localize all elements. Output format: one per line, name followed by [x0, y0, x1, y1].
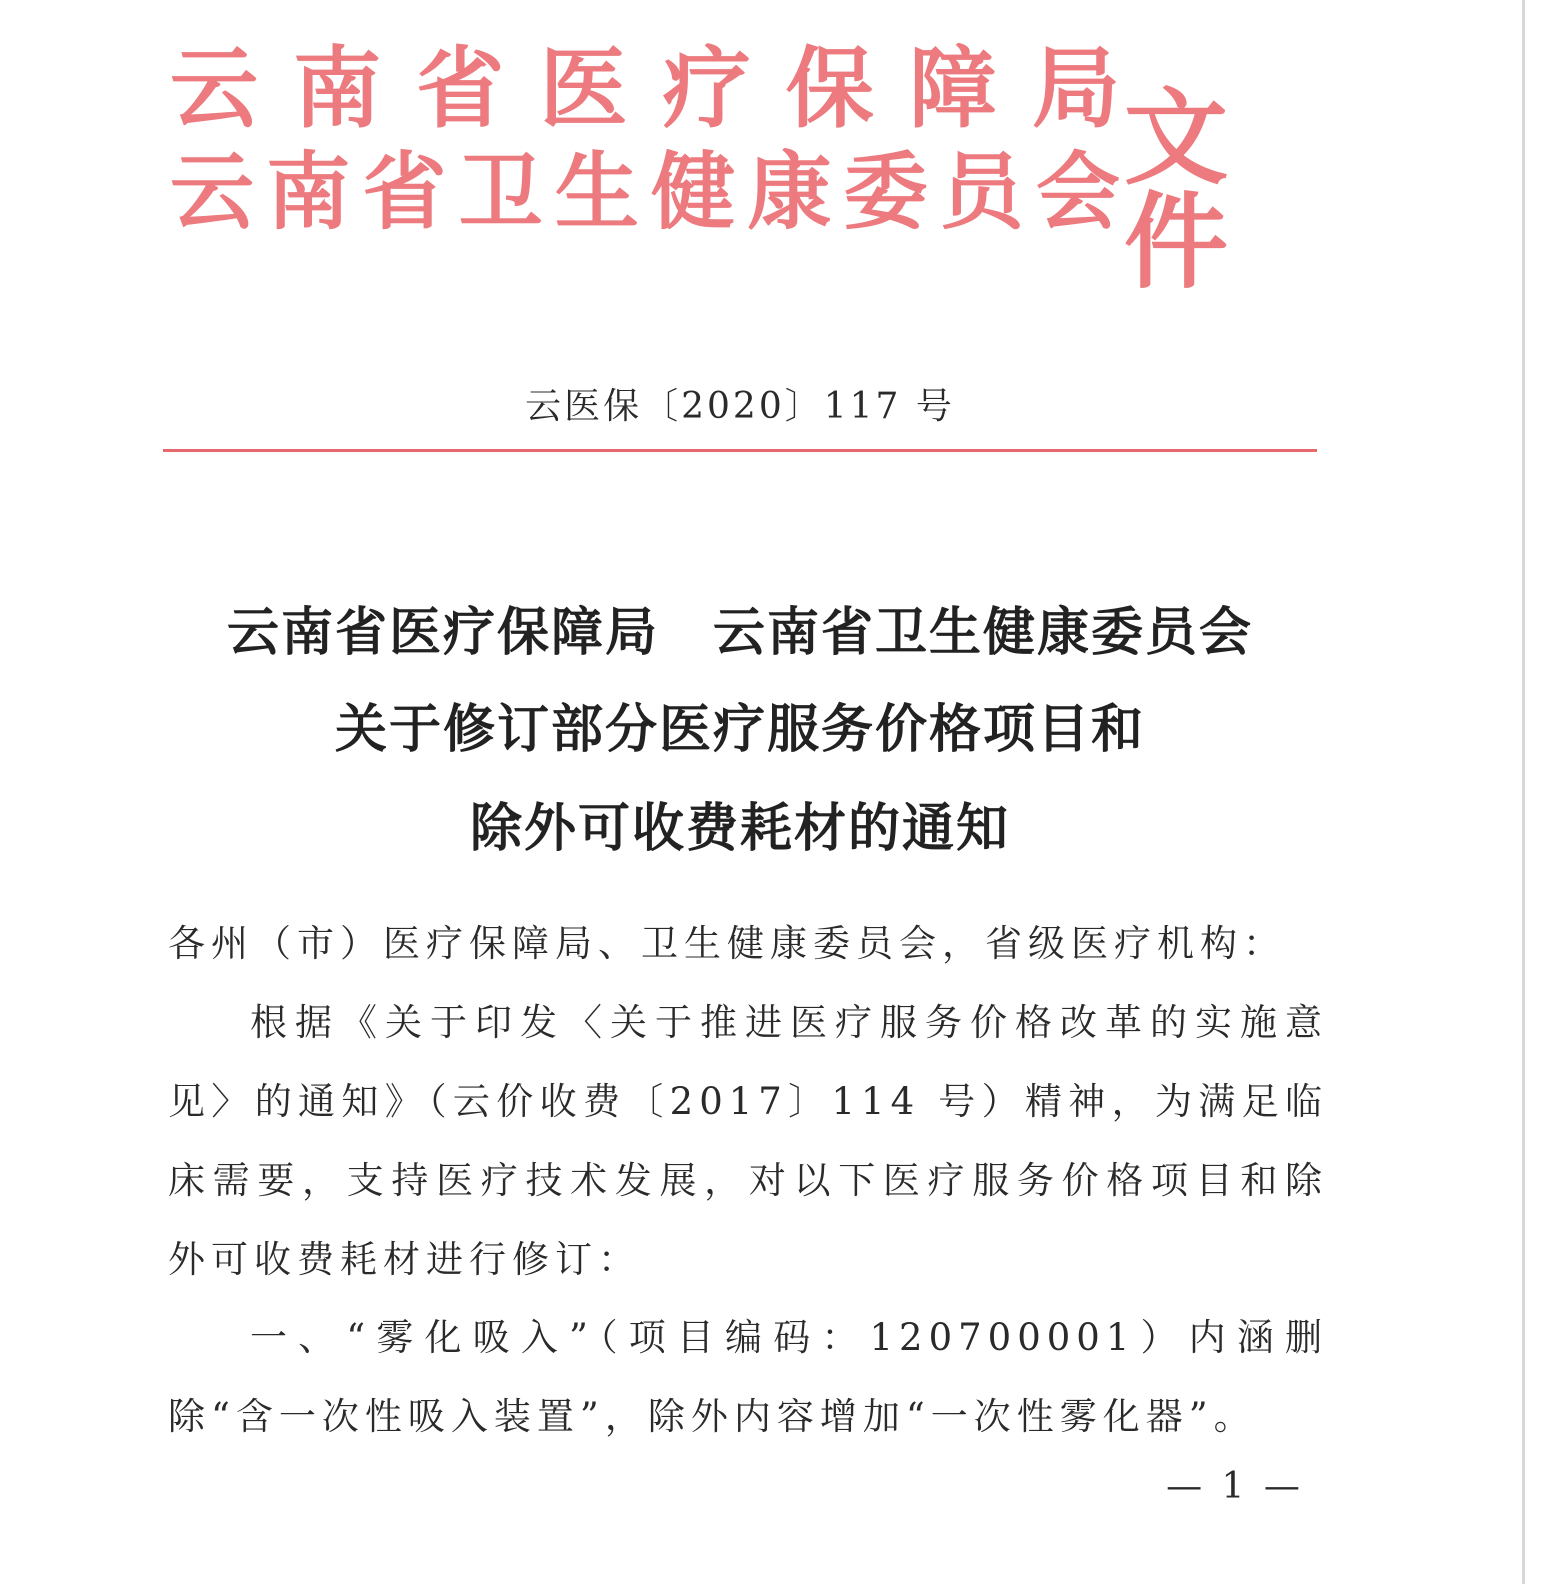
red-divider-line: [163, 449, 1317, 452]
document-number: 云医保〔2020〕117 号: [525, 386, 955, 427]
letterhead-line-2: [170, 143, 1120, 241]
letterhead-char: 保: [785, 37, 874, 140]
document-title-line-1: 云南省医疗保障局 云南省卫生健康委员会: [226, 602, 1253, 663]
salutation: 各州（市）医疗保障局、卫生健康委员会，省级医疗机构：: [168, 922, 1286, 965]
letterhead-char: 康: [747, 143, 832, 241]
letterhead-char: 生: [554, 143, 639, 241]
letterhead-char: 障: [908, 37, 997, 140]
letterhead-char: 省: [416, 37, 505, 140]
document-title-line-3: 除外可收费耗材的通知: [469, 798, 1010, 859]
letterhead-char: 员: [939, 143, 1024, 241]
letterhead-line-1: [170, 37, 1120, 140]
letterhead-char: 健: [651, 143, 736, 241]
page-number: — 1 —: [1166, 1466, 1304, 1507]
letterhead-char: 云: [170, 37, 259, 140]
letterhead-char: 南: [293, 37, 382, 140]
letterhead-char: 省: [362, 143, 447, 241]
letterhead-char: 卫: [458, 143, 543, 241]
letterhead-char: 疗: [662, 37, 751, 140]
letterhead-char: 委: [843, 143, 928, 241]
document-title-line-2: 关于修订部分医疗服务价格项目和: [334, 699, 1145, 760]
letterhead-char: 会: [1035, 143, 1120, 241]
letterhead-char: 局: [1031, 37, 1120, 140]
body-paragraph-2: 一、“雾化吸入”（项目编码：120700001）内涵删除“含一次性吸入装置”，除外内容增加“一次性雾化器”。: [168, 1316, 1328, 1438]
page-edge: [1522, 0, 1525, 1584]
letterhead-char: 南: [266, 143, 351, 241]
letterhead-suffix: 文件: [1124, 77, 1231, 303]
letterhead-char: 云: [170, 143, 255, 241]
letterhead-char: 医: [539, 37, 628, 140]
body-paragraph-1: 根据《关于印发〈关于推进医疗服务价格改革的实施意见〉的通知》（云价收费〔2017〕114 号）精神，为满足临床需要，支持医疗技术发展，对以下医疗服务价格项目和除外可收费耗材进行修订：: [168, 1001, 1328, 1281]
